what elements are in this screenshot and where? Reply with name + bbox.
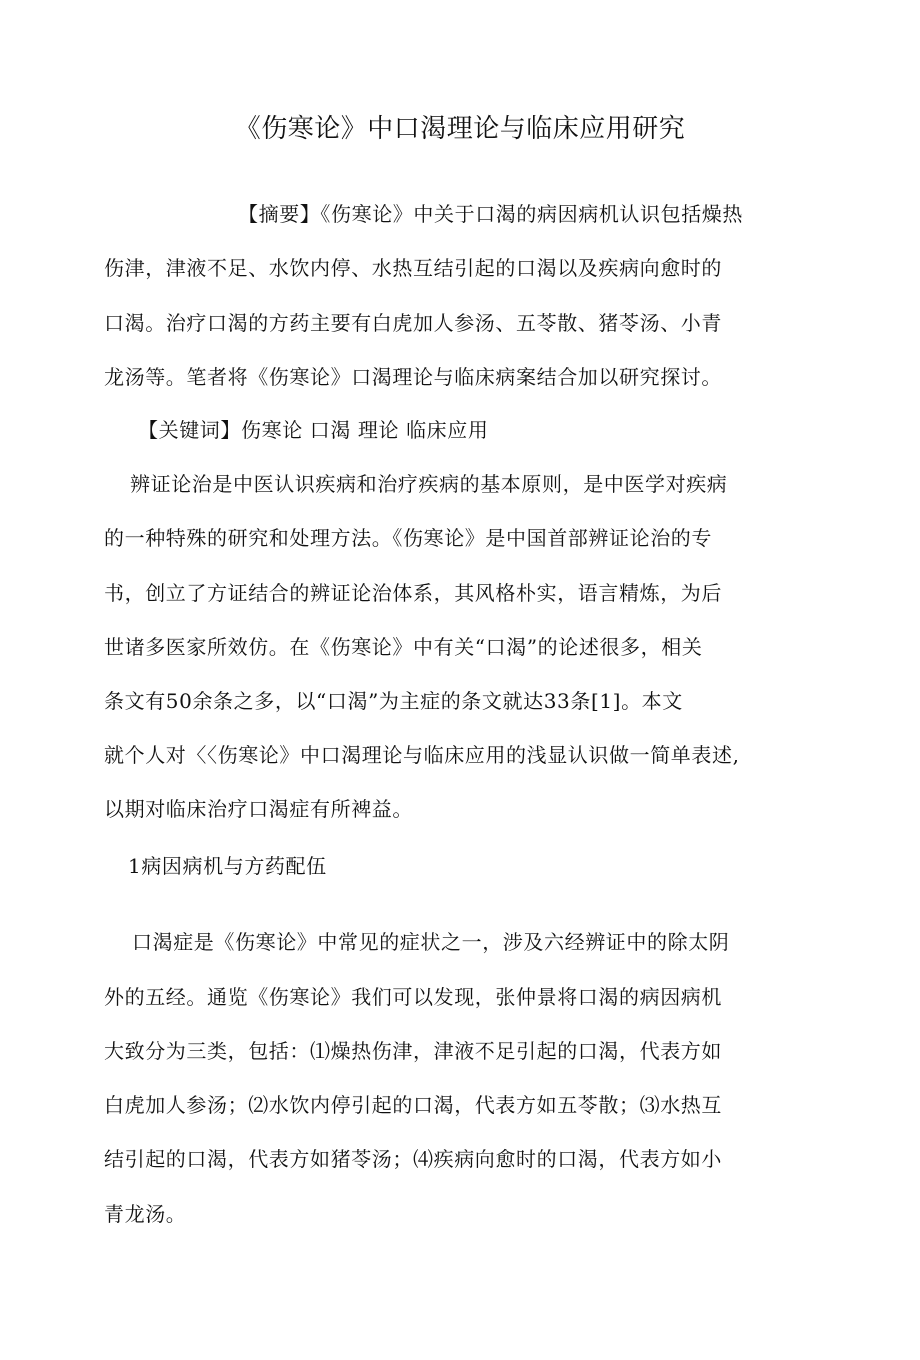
abstract-line: 伤津，津液不足、水饮内停、水热互结引起的口渴以及疾病向愈时的 — [104, 256, 722, 280]
section-line: 大致分为三类，包括：⑴燥热伤津，津液不足引起的口渴，代表方如 — [104, 1039, 722, 1063]
abstract-line: 【摘要】《伤寒论》中关于口渴的病因病机认识包括燥热 — [238, 202, 743, 226]
abstract-line: 龙汤等。笔者将《伤寒论》口渴理论与临床病案结合加以研究探讨。 — [104, 365, 722, 389]
section-line: 口渴症是《伤寒论》中常见的症状之一，涉及六经辨证中的除太阴 — [132, 930, 730, 954]
intro-line: 辨证论治是中医认识疾病和治疗疾病的基本原则，是中医学对疾病 — [130, 472, 728, 496]
intro-line: 世诸多医家所效仿。在《伤寒论》中有关“口渴”的论述很多，相关 — [104, 635, 703, 659]
section-line: 青龙汤。 — [104, 1202, 187, 1226]
section-line: 外的五经。通览《伤寒论》我们可以发现，张仲景将口渴的病因病机 — [104, 985, 722, 1009]
abstract-line: 口渴。治疗口渴的方药主要有白虎加人参汤、五苓散、猪苓汤、小青 — [104, 311, 722, 335]
section-line: 白虎加人参汤；⑵水饮内停引起的口渴，代表方如五苓散；⑶水热互 — [104, 1093, 722, 1117]
keywords-line: 【关键词】伤寒论 口渴 理论 临床应用 — [138, 418, 489, 442]
intro-line: 以期对临床治疗口渴症有所裨益。 — [104, 797, 413, 821]
section-heading: 1病因病机与方药配伍 — [128, 854, 327, 878]
document-title: 《伤寒论》中口渴理论与临床应用研究 — [234, 114, 686, 145]
intro-line: 书，创立了方证结合的辨证论治体系，其风格朴实，语言精炼，为后 — [104, 581, 722, 605]
intro-line: 就个人对〈〈伤寒论》中口渴理论与临床应用的浅显认识做一简单表述, — [104, 743, 740, 767]
intro-line: 条文有50余条之多，以“口渴”为主症的条文就达33条[1]。本文 — [104, 689, 683, 713]
section-line: 结引起的口渴，代表方如猪苓汤；⑷疾病向愈时的口渴，代表方如小 — [104, 1147, 722, 1171]
intro-line: 的一种特殊的研究和处理方法。《伤寒论》是中国首部辨证论治的专 — [104, 526, 712, 550]
